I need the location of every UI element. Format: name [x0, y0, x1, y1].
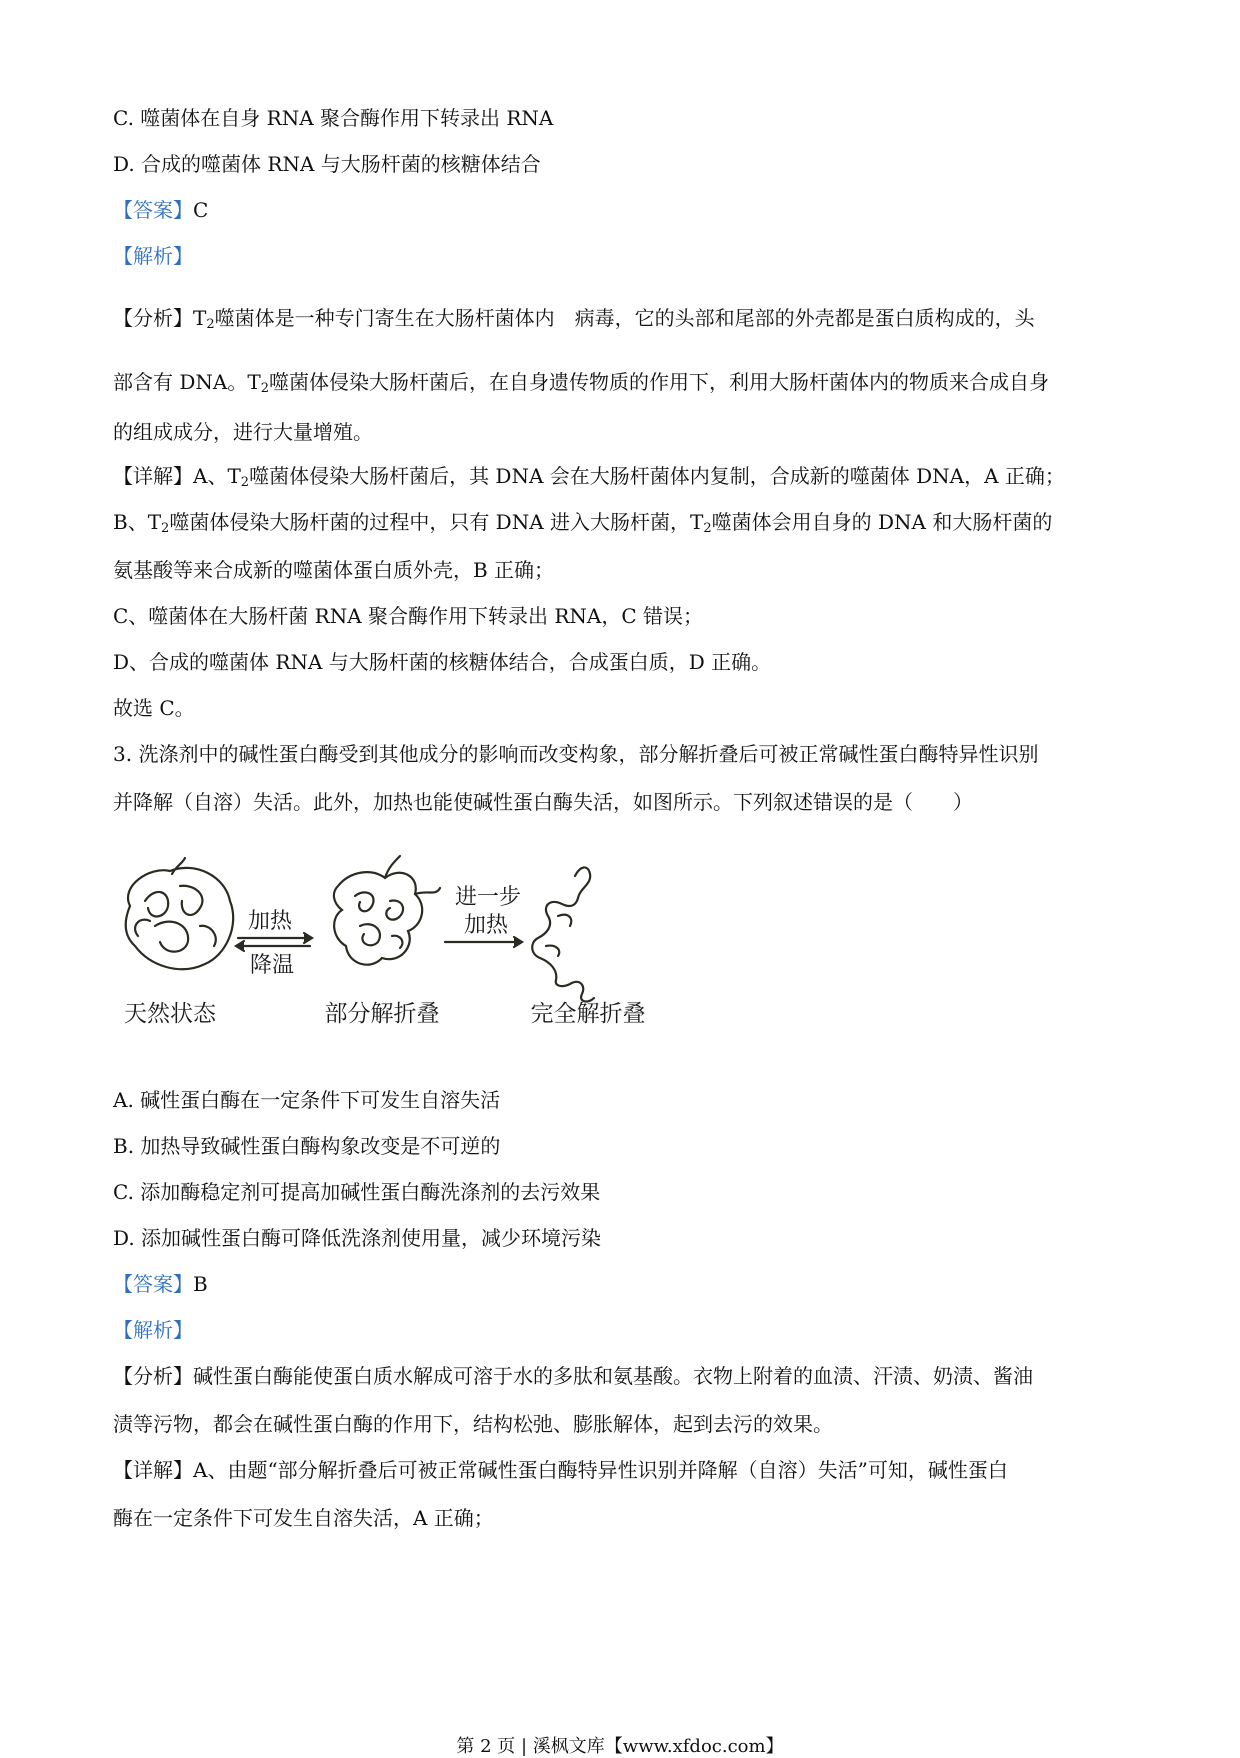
explanation-tag-1: 【解析】: [113, 244, 193, 268]
protein-folding-figure: [110, 846, 670, 1046]
detail-1-line-2: B、$T_2$噬菌体侵染大肠杆菌的过程中，只有 DNA 进入大肠杆菌，$T_2$噬菌体会用自身的 DNA 和大肠杆菌的: [113, 510, 1053, 536]
explanation-tag-2: 【解析】: [113, 1318, 193, 1342]
analysis-1-line-3: 的组成成分，进行大量增殖。: [113, 420, 373, 444]
analysis-2-line-1: 【分析】碱性蛋白酶能使蛋白质水解成可溶于水的多肽和氨基酸。衣物上附着的血渍、汗渍、奶渍、酱油: [113, 1364, 1033, 1388]
conclusion-1: 故选 C。: [113, 696, 195, 720]
option-d: D. 添加碱性蛋白酶可降低洗涤剂使用量，减少环境污染: [113, 1226, 602, 1250]
answer-tag: 【答案】: [113, 198, 193, 222]
detail-2-line-2: 酶在一定条件下可发生自溶失活，A 正确；: [113, 1506, 494, 1530]
analysis-1-line-2: 部含有 DNA。$T_2$噬菌体侵染大肠杆菌后，在自身遗传物质的作用下，利用大肠杆菌体内的物质来合成自身: [113, 370, 1049, 396]
detail-1-line-5: D、合成的噬菌体 RNA 与大肠杆菌的核糖体结合，合成蛋白质，D 正确。: [113, 650, 772, 674]
option-c: C. 添加酶稳定剂可提高加碱性蛋白酶洗涤剂的去污效果: [113, 1180, 601, 1204]
analysis-2-line-2: 渍等污物，都会在碱性蛋白酶的作用下，结构松弛、膨胀解体，起到去污的效果。: [113, 1412, 833, 1436]
answer-1: [113, 196, 208, 224]
detail-1-line-1: 【详解】A、$T_2$噬菌体侵染大肠杆菌后，其 DNA 会在大肠杆菌体内复制，合成新的噬菌体 DNA，A 正确；: [113, 464, 1065, 490]
option-c-prev: C. 噬菌体在自身 RNA 聚合酶作用下转录出 RNA: [113, 106, 554, 130]
question-3-line-1: 3. 洗涤剂中的碱性蛋白酶受到其他成分的影响而改变构象，部分解折叠后可被正常碱性蛋白酶特异性识别: [113, 742, 1039, 766]
further-heat-label: 加热: [463, 913, 509, 938]
detail-2-line-1: 【详解】A、由题“部分解折叠后可被正常碱性蛋白酶特异性识别并降解（自溶）失活”可知，碱性蛋白: [113, 1458, 1008, 1482]
analysis-1-line-1: 【分析】$T_2$噬菌体是一种专门寄生在大肠杆菌体内 病毒，它的头部和尾部的外壳都是蛋白质构成的，头: [113, 306, 1035, 332]
question-3-line-2: 并降解（自溶）失活。此外，加热也能使碱性蛋白酶失活，如图所示。下列叙述错误的是（ ）: [113, 790, 973, 814]
option-d-prev: D. 合成的噬菌体 RNA 与大肠杆菌的核糖体结合: [113, 152, 541, 176]
cool-label: 降温: [249, 953, 295, 978]
fully-unfolded-label: 完全解折叠: [530, 1001, 646, 1027]
detail-1-line-4: C、噬菌体在大肠杆菌 RNA 聚合酶作用下转录出 RNA，C 错误；: [113, 604, 704, 628]
page-footer: 第 2 页 | 溪枫文库【www.xfdoc.com】: [456, 1736, 784, 1757]
native-state-icon: [126, 858, 233, 969]
further-label: 进一步: [454, 885, 522, 910]
answer-tag: 【答案】: [113, 1272, 193, 1296]
detail-1-line-3: 氨基酸等来合成新的噬菌体蛋白质外壳，B 正确；: [113, 558, 555, 582]
option-b: B. 加热导致碱性蛋白酶构象改变是不可逆的: [113, 1134, 501, 1158]
fully-unfolded-icon: [532, 867, 594, 1001]
answer-value: B: [193, 1272, 208, 1296]
heat-label: 加热: [247, 909, 293, 934]
partially-unfolded-label: 部分解折叠: [324, 1001, 440, 1027]
answer-value: C: [193, 198, 209, 222]
native-state-label: 天然状态: [124, 1001, 216, 1027]
partially-unfolded-icon: [334, 856, 440, 965]
option-a: A. 碱性蛋白酶在一定条件下可发生自溶失活: [113, 1088, 501, 1112]
answer-2: [113, 1270, 208, 1298]
